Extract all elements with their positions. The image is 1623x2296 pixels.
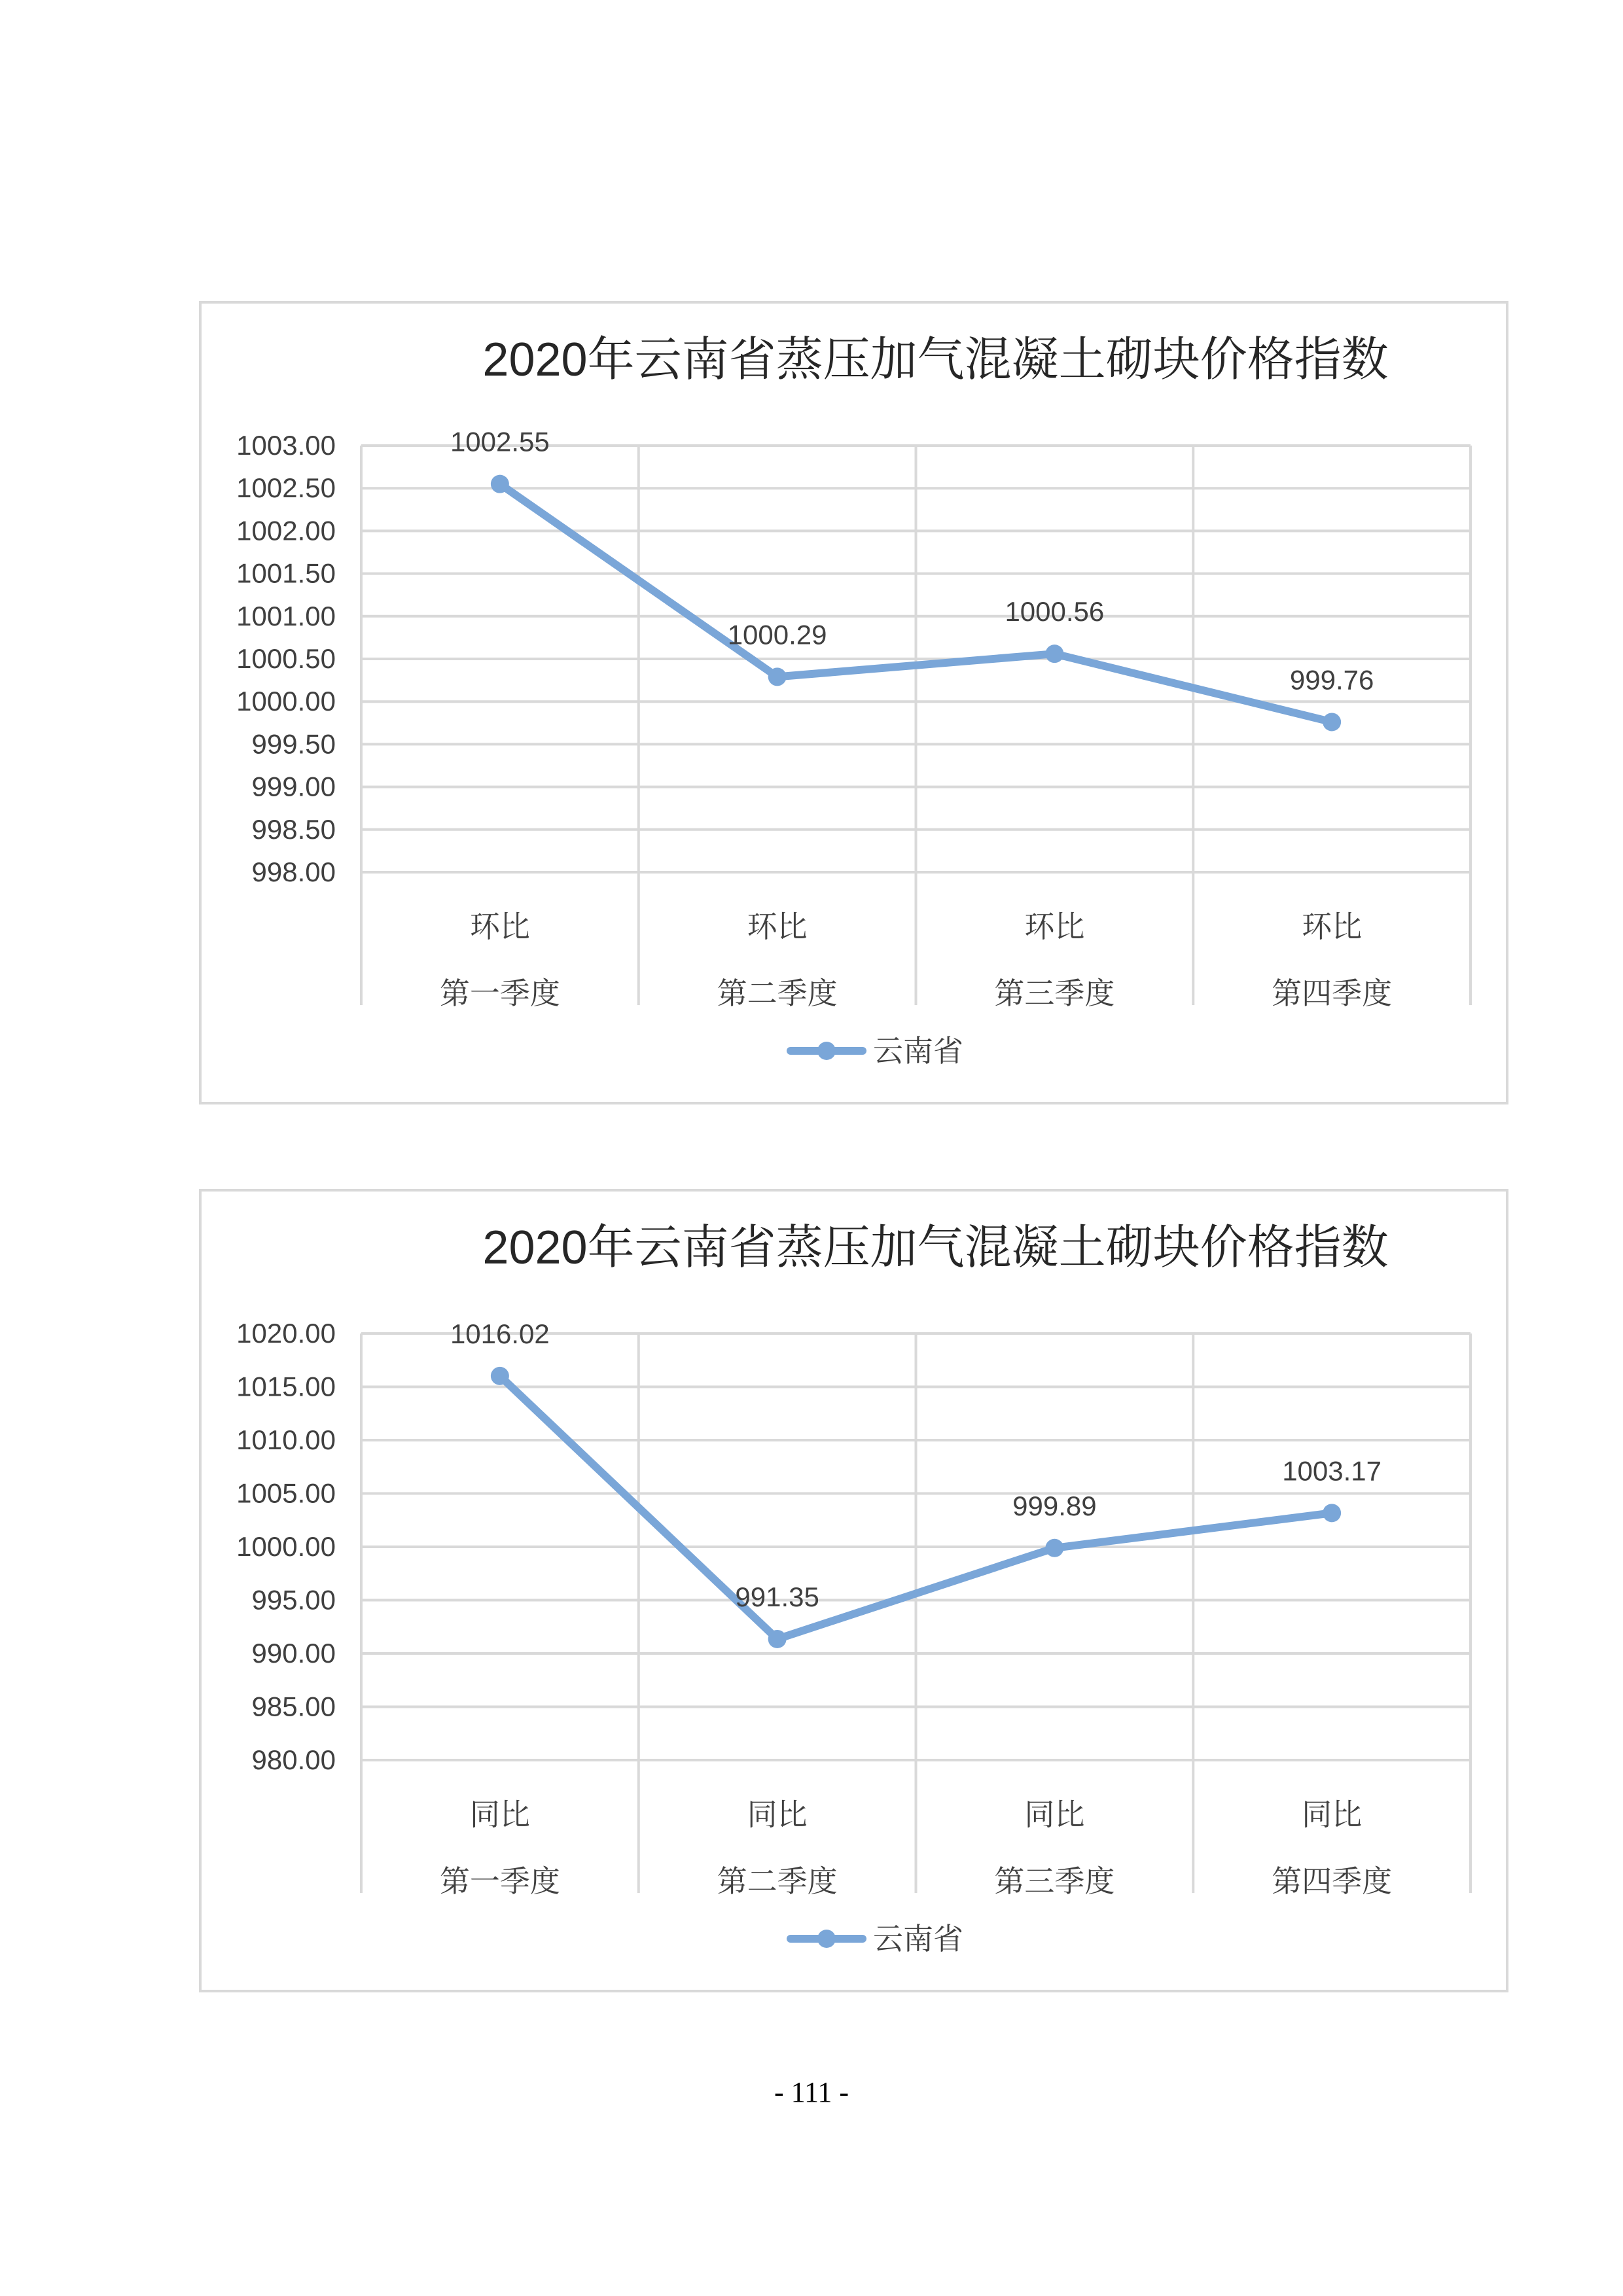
chart1-ytick-label: 1003.00 <box>236 430 336 461</box>
chart1-ytick-label: 999.00 <box>251 771 336 802</box>
chart1-ytick-label: 1002.00 <box>236 515 336 546</box>
chart1-data-label: 1000.29 <box>727 619 827 650</box>
chart2-category-group-label: 第三季度 <box>994 1864 1115 1898</box>
chart1-category-label: 环比 <box>1302 910 1363 944</box>
chart1-legend-marker <box>817 1042 836 1060</box>
chart2-data-label: 1003.17 <box>1282 1455 1382 1487</box>
chart2-category-group-label: 第二季度 <box>717 1864 838 1898</box>
chart1-category-label: 环比 <box>747 910 808 944</box>
chart2-legend-label: 云南省 <box>873 1922 963 1956</box>
chart-panel-qoq <box>199 301 1508 1104</box>
chart2-ytick-label: 995.00 <box>251 1584 336 1616</box>
chart-panel-yoy <box>199 1189 1508 1992</box>
chart1-ytick-label: 998.50 <box>251 813 336 845</box>
chart1-category-group-label: 第四季度 <box>1272 976 1393 1010</box>
chart1-ytick-label: 1001.00 <box>236 600 336 631</box>
page-number: - 111 - <box>774 2076 849 2108</box>
chart1-ytick-label: 998.00 <box>251 857 336 887</box>
chart2-ytick-label: 1000.00 <box>236 1531 336 1562</box>
chart2-data-label: 1016.02 <box>450 1318 550 1349</box>
chart2-legend-marker <box>817 1930 836 1948</box>
chart1-ytick-label: 1001.50 <box>236 557 336 589</box>
chart1-category-label: 环比 <box>1024 910 1085 944</box>
chart1-data-point <box>1323 713 1341 731</box>
chart1-category-group-label: 第三季度 <box>994 976 1115 1010</box>
chart2-data-point <box>768 1630 787 1648</box>
chart1-category-group-label: 第二季度 <box>717 976 838 1010</box>
chart1-legend-label: 云南省 <box>873 1034 963 1068</box>
chart1-ytick-label: 999.50 <box>251 728 336 760</box>
chart2-category-group-label: 第一季度 <box>439 1864 560 1898</box>
chart2-data-point <box>491 1367 509 1385</box>
chart2-data-point <box>1045 1539 1063 1557</box>
chart2-ytick-label: 1010.00 <box>236 1424 336 1455</box>
chart2-category-group-label: 第四季度 <box>1272 1864 1393 1898</box>
chart-qoq-svg <box>202 304 1506 1102</box>
chart2-ytick-label: 980.00 <box>251 1744 336 1775</box>
chart2-category-label: 同比 <box>1302 1797 1363 1831</box>
chart1-ytick-label: 1000.00 <box>236 686 336 717</box>
chart1-data-label: 1000.56 <box>1005 596 1105 627</box>
chart2-ytick-label: 1020.00 <box>236 1318 336 1349</box>
chart2-data-label: 999.89 <box>1012 1490 1097 1521</box>
chart1-data-point <box>491 475 509 493</box>
chart1-category-label: 环比 <box>469 910 530 944</box>
chart2-ytick-label: 990.00 <box>251 1638 336 1669</box>
chart2-ytick-label: 985.00 <box>251 1691 336 1722</box>
chart2-ytick-label: 1015.00 <box>236 1371 336 1402</box>
chart-yoy-svg <box>202 1192 1506 1990</box>
chart2-data-point <box>1323 1504 1341 1522</box>
chart1-data-label: 999.76 <box>1289 664 1374 696</box>
chart1-ytick-label: 1002.50 <box>236 472 336 504</box>
chart2-category-label: 同比 <box>469 1797 530 1831</box>
chart2-category-label: 同比 <box>1024 1797 1085 1831</box>
chart1-data-label: 1002.55 <box>450 426 550 457</box>
chart1-ytick-label: 1000.50 <box>236 643 336 674</box>
chart2-ytick-label: 1005.00 <box>236 1477 336 1509</box>
chart2-category-label: 同比 <box>747 1797 808 1831</box>
chart1-data-point <box>1045 645 1063 663</box>
chart1-category-group-label: 第一季度 <box>439 976 560 1010</box>
chart2-data-label: 991.35 <box>735 1581 819 1612</box>
chart1-data-point <box>768 667 787 686</box>
chart2-title: 2020年云南省蒸压加气混凝土砌块价格指数 <box>482 1222 1389 1274</box>
chart1-title: 2020年云南省蒸压加气混凝土砌块价格指数 <box>482 334 1389 386</box>
